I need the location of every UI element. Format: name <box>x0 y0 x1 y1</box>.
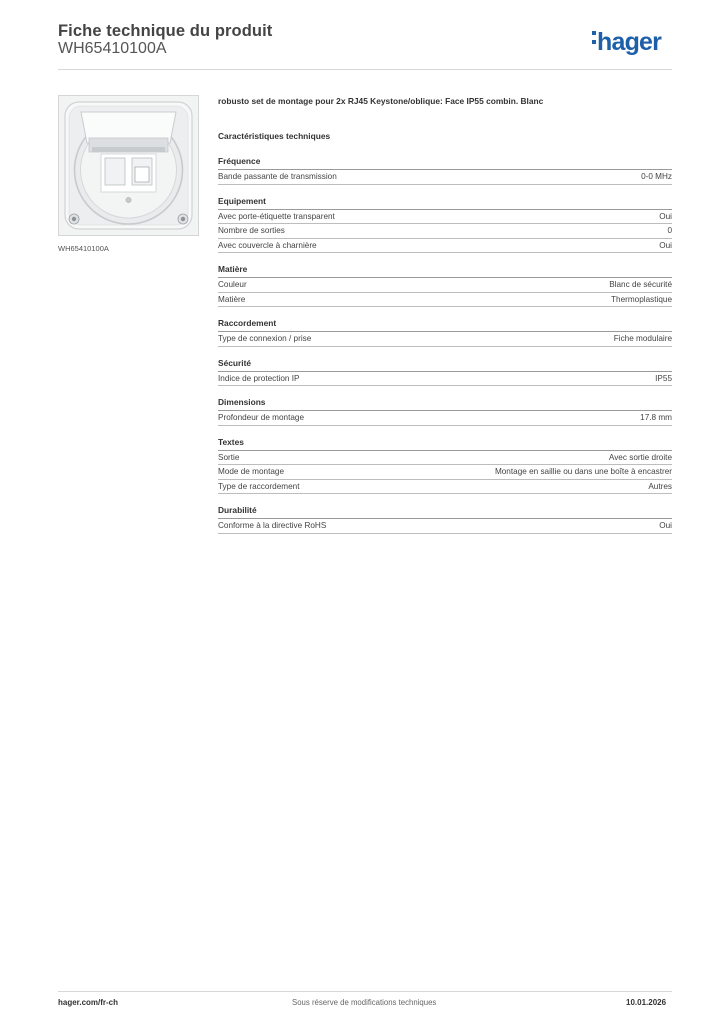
technical-data <box>218 96 672 534</box>
spec-value: 17.8 mm <box>640 413 672 422</box>
spec-value: Autres <box>648 481 672 491</box>
spec-label: Mode de montage <box>218 467 284 476</box>
hager-logo[interactable] <box>592 27 661 57</box>
spec-label: Conforme à la directive RoHS <box>218 521 327 530</box>
spec-value: Oui <box>659 240 672 250</box>
spec-row <box>218 332 672 347</box>
spec-value: Oui <box>659 521 672 530</box>
spec-row <box>218 519 672 534</box>
spec-section <box>218 318 672 347</box>
spec-label: Indice de protection IP <box>218 373 300 383</box>
spec-row <box>218 278 672 293</box>
spec-row <box>218 451 672 466</box>
spec-section <box>218 156 672 185</box>
characteristics-sections <box>218 156 672 534</box>
spec-section <box>218 397 672 426</box>
spec-value: Montage en saillie ou dans une boîte à encastrer <box>494 467 672 476</box>
spec-label: Matière <box>218 294 246 304</box>
spec-row <box>218 372 672 387</box>
spec-section <box>218 358 672 387</box>
spec-row <box>218 480 672 495</box>
spec-row <box>218 239 672 254</box>
product-reference: WH65410100A <box>58 40 167 57</box>
document-title: Fiche technique du produit <box>58 22 273 40</box>
footer-divider <box>58 991 672 992</box>
spec-row <box>218 210 672 225</box>
spec-value: Avec sortie droite <box>608 452 672 462</box>
spec-label: Avec porte-étiquette transparent <box>218 211 335 221</box>
logo-colon-icon <box>592 26 597 48</box>
section-title: Matière <box>218 264 672 278</box>
spec-label: Avec couvercle à charnière <box>218 240 317 250</box>
footer-date: 10.01.2026 <box>626 998 667 1007</box>
product-description: robusto set de montage pour 2x RJ45 Keystone/oblique: Face IP55 combin. Blanc <box>218 96 544 106</box>
spec-label: Type de raccordement <box>218 481 300 491</box>
spec-label: Nombre de sorties <box>218 226 285 235</box>
spec-value: IP55 <box>655 373 672 383</box>
product-image <box>58 95 199 236</box>
section-title: Sécurité <box>218 358 672 372</box>
spec-row <box>218 293 672 308</box>
section-title: Durabilité <box>218 505 672 519</box>
section-title: Textes <box>218 437 672 451</box>
spec-row <box>218 224 672 239</box>
logo-text: hager <box>597 28 662 56</box>
spec-row <box>218 465 672 480</box>
spec-value: Oui <box>659 211 672 221</box>
spec-label: Type de connexion / prise <box>218 334 312 343</box>
footer-notice: Sous réserve de modifications techniques <box>292 998 437 1007</box>
spec-label: Profondeur de montage <box>218 413 305 422</box>
spec-value: 0-0 MHz <box>641 172 672 181</box>
section-title: Fréquence <box>218 156 672 170</box>
spec-section <box>218 505 672 534</box>
section-title: Raccordement <box>218 318 672 332</box>
spec-section <box>218 196 672 254</box>
characteristics-title: Caractéristiques techniques <box>218 131 331 141</box>
header-divider <box>58 69 672 70</box>
footer-website-link[interactable]: hager.com/fr-ch <box>58 998 119 1007</box>
spec-value: Thermoplastique <box>611 294 672 304</box>
spec-value: Fiche modulaire <box>613 334 672 343</box>
section-title: Equipement <box>218 196 672 210</box>
spec-value: 0 <box>667 226 672 235</box>
spec-section <box>218 264 672 307</box>
spec-label: Couleur <box>218 280 247 289</box>
section-title: Dimensions <box>218 397 672 411</box>
spec-row <box>218 411 672 426</box>
spec-row <box>218 170 672 185</box>
spec-section <box>218 437 672 495</box>
spec-label: Bande passante de transmission <box>218 172 337 181</box>
spec-label: Sortie <box>218 452 240 462</box>
image-caption: WH65410100A <box>58 244 109 253</box>
socket-outlet-icon <box>59 96 198 235</box>
spec-value: Blanc de sécurité <box>609 280 672 289</box>
